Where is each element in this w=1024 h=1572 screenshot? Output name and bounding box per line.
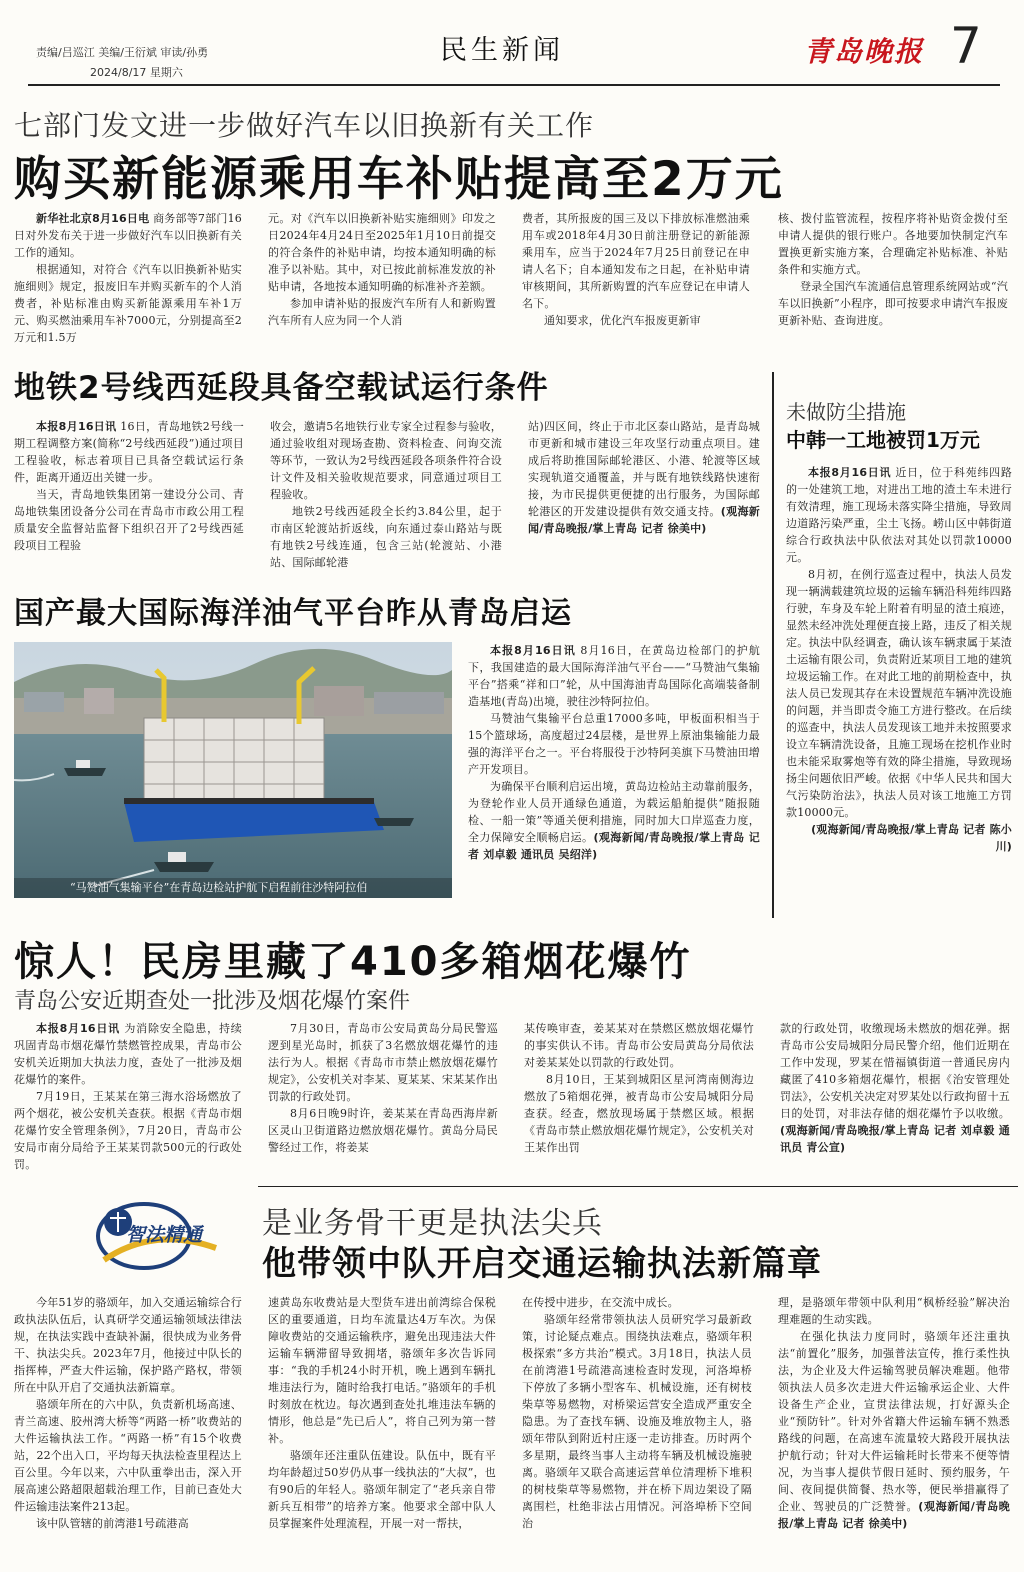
article5-col1-text: 今年51岁的骆颂年，加入交通运输综合行政执法队伍后，认真研学交通运输领域法律法规，在执法实践中查缺补漏，很快成为业务骨干、执法尖兵。2023年7月，他接过中队长的指挥棒，严查大件运输，保护路产路权，带领所在中队开启了交通执法新篇章。: [14, 1296, 242, 1394]
article3-credit: (观海新闻/青岛晚报/掌上青岛 记者 刘卓毅 通讯员 吴绍洋): [468, 831, 760, 861]
article3-photo: [14, 642, 452, 898]
article5-col3b: 骆颂年经常带领执法人员研究学习最新政策，讨论疑点难点。围绕执法难点，骆颂年积极探索“多方共治”模式。3月18日，执法人员在前湾港1号疏港高速检查时发现，河洛埠桥下停放了多辆小型客车、机械设施，还有树枝柴草等易燃物，对桥梁运营安全造成严重安全隐患。为了查找车辆、设施及堆放物主人，骆颂年带队到附近村庄逐一走访排查。历时两个多星期，最终当事人主动将车辆及机械设施驶离。骆颂年又联合高速运营单位清理桥下堆积的树枝柴草等易燃物，并在桥下周边架设了隔离围栏，杜绝非法占用情况。河洛埠桥下空间治: [522, 1313, 752, 1530]
article5-col4: [778, 1294, 1010, 1572]
article2-col3: [528, 418, 760, 574]
article5-col2: [268, 1294, 496, 1572]
sidebar-dateline: 本报8月16日讯: [808, 466, 892, 479]
article4-col2: [268, 1020, 498, 1176]
article5-logo: [84, 1186, 224, 1278]
article5-col1: [14, 1294, 242, 1572]
article2-col2b: 地铁2号线西延段全长约3.84公里，起于市南区轮渡站折返线，向东通过泰山路站与既有地铁2号线连通，包含三站(轮渡站、小港站、国际邮轮港: [270, 505, 502, 569]
page-number: 7: [950, 17, 982, 75]
sidebar-headline: 中韩一工地被罚1万元: [786, 428, 980, 452]
article4-col1b: 7月19日，王某某在第三海水浴场燃放了两个烟花，被公安机关查获。根据《青岛市烟花爆竹安全管理条例》，7月20日，青岛市公安局市南分局给予王某某罚款500元的行政处罚。: [14, 1090, 242, 1171]
article1-col1-text: 商务部等7部门16日对外发布关于进一步做好汽车以旧换新有关工作的通知。: [14, 212, 242, 259]
sidebar-kicker: 未做防尘措施: [786, 400, 906, 424]
article4-col1-text: 为消除安全隐患，持续巩固青岛市烟花爆竹禁燃管控成果，青岛市公安机关近期加大执法力度，查处了一批涉及烟花爆竹的案件。: [14, 1022, 242, 1086]
article4-headline: 惊人！民房里藏了410多箱烟花爆竹: [14, 939, 692, 985]
article5-col3: [522, 1294, 752, 1572]
article2-col3-text: 站)四区间，终止于市北区泰山路站，是青岛城市更新和城市建设三年攻坚行动重点项目。建成后将助推国际邮轮港区、小港、轮渡等区域实现轨道交通覆盖，并与既有地铁线路快速衔接，为市民提供更便捷的出行服务，为国际邮轮港区的开发建设提供有效交通支持。: [528, 420, 760, 518]
article2-col2-text: 收会，邀请5名地铁行业专家全过程参与验收，通过验收组对现场查勘、资料检查、问询交流等环节，一致认为2号线西延段各项条件符合设计文件及相关验收规范要求，同意通过项目工程验收。: [270, 420, 502, 501]
article5-rule: [258, 1186, 1018, 1187]
article1-col3b: 通知要求，优化汽车报废更新审: [544, 314, 701, 327]
article3-dateline: 本报8月16日讯: [490, 644, 576, 657]
article1-col4: [778, 210, 1008, 346]
article1-col1: [14, 210, 242, 346]
sidebar-p2: 8月初，在例行巡查过程中，执法人员发现一辆满载建筑垃圾的运输车辆沿科苑纬四路行驶，车身及车轮上附着有明显的渣土痕迹，显然未经冲洗处理便直接上路，违反了相关规定。执法中队经调查，确认该车辆隶属于某渣土运输有限公司，负责附近某项目工地的建筑垃圾运输工作。在对此工地的前期检查中，执法人员已发现其存在未设置规范车辆冲洗设施的问题，并当即责令施工方进行整改。在后续的巡查中，执法人员发现该工地并未按照要求设立车辆清洗设备，且施工现场在挖机作业时也未能采取雾炮等有效的降尘措施，导致现场扬尘问题依旧严峻。依据《中华人民共和国大气污染防治法》，执法人员对该工地施工方罚款10000元。: [786, 568, 1012, 819]
article4-col3: [524, 1020, 754, 1176]
article2-col1: [14, 418, 244, 574]
logo-text: 智法精通: [126, 1224, 203, 1246]
article1-col3-text: 费者，其所报废的国三及以下排放标准燃油乘用车或2018年4月30日前注册登记的新能源乘用车，应当于2024年7月25日前登记在申请人名下；自本通知发布之日起，在补贴申请审核期间，其所新购置的汽车应登记在申请人名下。: [522, 212, 750, 310]
paper-logo: 青岛晚报: [804, 35, 925, 68]
sidebar-credit: (观海新闻/青岛晚报/掌上青岛 记者 陈小川): [811, 823, 1012, 853]
article5-col2-text: 速黄岛东收费站是大型货车进出前湾综合保税区的重要通道，日均车流量达4万车次。为保障收费站的交通运输秩序，避免出现违法大件运输车辆滞留导致拥堵，骆颂年多次告诉同事：“我的手机24小时开机，晚上遇到车辆扎堆违法行为，随时给我打电话。”骆颂年的手机时刻放在枕边。每次遇到查处扎堆违法车辆的情形，他总是“先已后人”，将自己列为第一替补。: [268, 1296, 496, 1445]
article1-col3: [522, 210, 750, 346]
article1-kicker: 七部门发文进一步做好汽车以旧换新有关工作: [14, 109, 595, 142]
masthead-rule: [28, 84, 1000, 86]
article4-col2b: 8月6日晚9时许，姜某某在青岛西海岸新区灵山卫街道路边燃放烟花爆竹。黄岛分局民警经过工作，将姜某: [268, 1107, 498, 1154]
article5-col4b: 在强化执法力度同时，骆颂年还注重执法“前置化”服务，加强普法宣传，推行柔性执法，为企业及大件运输驾驶员解决难题。他带领执法人员多次走进大件运输承运企业、大件设备生产企业，宣贯法律法规，打好源头企业“预防针”。针对外省籍大件运输车辆不熟悉路线的问题，在高速车流量较大路段开展执法护航行动；针对大件运输耗时长带来不便等情况，为当事人提供节假日延时、预约服务，午间、夜间提供简餐、热水等，便民举措赢得了企业、驾驶员的广泛赞誉。: [778, 1330, 1010, 1513]
article2-dateline: 本报8月16日讯: [36, 420, 117, 433]
article2-col1-text: 16日，青岛地铁2号线一期工程调整方案(简称“2号线西延段”)通过项目工程验收，标志着项目已具备空载试运行条件，距离开通迈出关键一步。: [14, 420, 244, 484]
article3-headline: 国产最大国际海洋油气平台昨从青岛启运: [14, 596, 572, 631]
article5-col4-text: 理，是骆颂年带领中队利用“枫桥经验”解决治理难题的生动实践。: [778, 1296, 1010, 1326]
article1-headline: 购买新能源乘用车补贴提高至2万元: [14, 152, 784, 207]
sidebar-body: [786, 464, 1012, 916]
article5-col1c: 该中队管辖的前湾港1号疏港高: [36, 1517, 189, 1530]
article1-dateline: 新华社北京8月16日电: [36, 212, 150, 225]
article5-col3-text: 在传授中进步，在交流中成长。: [522, 1296, 679, 1309]
offshore-platform-photo: [14, 642, 452, 898]
article1-col4-text: 核、拨付监管流程，按程序将补贴资金拨付至申请人提供的银行账户。各地要加快制定汽车置换更新实施方案，合理确定补贴标准、补贴条件和实施方式。: [778, 212, 1008, 276]
article4-col3-text: 某传唤审查，姜某某对在禁燃区燃放烟花爆竹的事实供认不讳。青岛市公安局黄岛分局依法对姜某某处以罚款的行政处罚。: [524, 1022, 754, 1069]
article4-subhead: 青岛公安近期查处一批涉及烟花爆竹案件: [14, 989, 411, 1014]
article2-credit: (观海新闻/青岛晚报/掌上青岛 记者 徐美中): [528, 505, 760, 535]
article3-p2: 马赞油气集输平台总重17000多吨，甲板面积相当于15个篮球场，高度超过24层楼，是世界上原油集输能力最强的海洋平台之一。平台将服役于沙特阿美旗下马赞油田增产开发项目。: [468, 712, 760, 776]
article1-col2: [268, 210, 496, 346]
article3-p3: 为确保平台顺利启运出境，黄岛边检站主动靠前服务，为登轮作业人员开通绿色通道，为载运船舶提供“随报随检、一船一策”等通关便利措施，同时加大口岸巡查力度，全力保障安全顺畅启运。: [468, 780, 760, 844]
article3-p1: 8月16日，在黄岛边检部门的护航下，我国建造的最大国际海洋油气平台——“马赞油气集输平台”搭乘“祥和口”轮，从中国海油青岛国际化高端装备制造基地(青岛)出境，驶往沙特阿拉伯。: [468, 644, 760, 708]
article1-col2b: 参加申请补贴的报废汽车所有人和新购置汽车所有人应为同一个人消: [268, 297, 496, 327]
section-title: 民生新闻: [440, 35, 564, 66]
article4-col1: [14, 1020, 242, 1176]
article5-kicker: 是业务骨干更是执法尖兵: [262, 1206, 603, 1241]
article4-col2-text: 7月30日，青岛市公安局黄岛分局民警巡逻到星光岛时，抓获了3名燃放烟花爆竹的违法行为人。根据《青岛市市禁止燃放烟花爆竹规定》，公安机关对李某、夏某某、宋某某作出罚款的行政处罚。: [268, 1022, 498, 1103]
article2-col2: [270, 418, 502, 574]
article5-col1b: 骆颂年所在的六中队，负责新机场高速、青兰高速、胶州湾大桥等“两路一桥”收费站的大件运输执法工作。“两路一桥”有15个收费站，22个出入口，平均每天执法检查里程达上百公里。今年以来，六中队重拳出击，深入开展高速公路超限超载治理工作，目前已查处大件运输违法案件213起。: [14, 1398, 242, 1513]
article4-col3b: 8月10日，王某到城阳区星河湾南侧海边燃放了5箱烟花弹，被青岛市公安局城阳分局查获。经查，燃放现场属于禁燃区域。根据《青岛市禁止燃放烟花爆竹规定》，公安机关对王某作出罚: [524, 1073, 754, 1154]
article2-headline: 地铁2号线西延段具备空载试运行条件: [14, 370, 549, 406]
article4-dateline: 本报8月16日讯: [36, 1022, 120, 1035]
masthead-editors: 责编/吕巡江 美编/王衍斌 审读/孙勇: [36, 46, 209, 59]
article3-body: [468, 642, 760, 900]
article5-col2b: 骆颂年还注重队伍建设。队伍中，既有平均年龄超过50岁仍从事一线执法的“大叔”，也有90后的年轻人。骆颂年制定了“老兵亲自带 新兵互相带”的培养方案。他要求全部中队人员掌握案件处理流程，开展一对一帮扶，: [268, 1449, 496, 1530]
sidebar-rule: [772, 372, 774, 918]
article4-col4-text: 款的行政处罚，收缴现场未燃放的烟花弹。据青岛市公安局城阳分局民警介绍，他们近期在工作中发现，罗某在惜福镇街道一普通民房内藏匿了410多箱烟花爆竹，根据《治安管理处罚法》，公安机关决定对罗某处以行政拘留十五日的处罚，对非法存储的烟花爆竹予以收缴。: [780, 1022, 1010, 1120]
article2-col1b: 当天，青岛地铁集团第一建设分公司、青岛地铁集团设备分公司在青岛市市政公用工程质量安全监督站监督下组织召开了2号线西延段项目工程验: [14, 488, 244, 552]
article1-col2-text: 元。对《汽车以旧换新补贴实施细则》印发之日2024年4月24日至2025年1月10日前提交的符合条件的补贴申请，均按本通知明确的标准予以补贴。其中，对已按此前标准发放的补贴申请，各地按本通知明确的标准补齐差额。: [268, 212, 496, 293]
article5-headline: 他带领中队开启交通运输执法新篇章: [262, 1244, 822, 1284]
article5-credit: (观海新闻/青岛晚报/掌上青岛 记者 徐美中): [778, 1500, 1010, 1530]
article1-col4b: 登录全国汽车流通信息管理系统网站或“汽车以旧换新”小程序，即可按要求申请汽车报废更新补贴、查询进度。: [778, 280, 1008, 327]
photo-caption: “马赞油气集输平台”在青岛边检站护航下启程前往沙特阿拉伯: [14, 878, 452, 898]
masthead-date: 2024/8/17 星期六: [90, 66, 183, 79]
article4-credit: (观海新闻/青岛晚报/掌上青岛 记者 刘卓毅 通讯员 青公宣): [780, 1124, 1010, 1154]
sidebar-p1: 近日，位于科苑纬四路的一处建筑工地，对进出工地的渣土车未进行有效清理，施工现场未落实降尘措施，导致周边道路污染严重，尘土飞扬。崂山区中韩街道综合行政执法中队依法对其处以罚款10000元。: [786, 466, 1012, 564]
article1-col1b: 根据通知，对符合《汽车以旧换新补贴实施细则》规定，报废旧车并购买新车的个人消费者，补贴标准由购买新能源乘用车补1万元、购买燃油乘用车补7000元，分别提高至2万元和1.5万: [14, 263, 242, 344]
article4-col4: [780, 1020, 1010, 1176]
